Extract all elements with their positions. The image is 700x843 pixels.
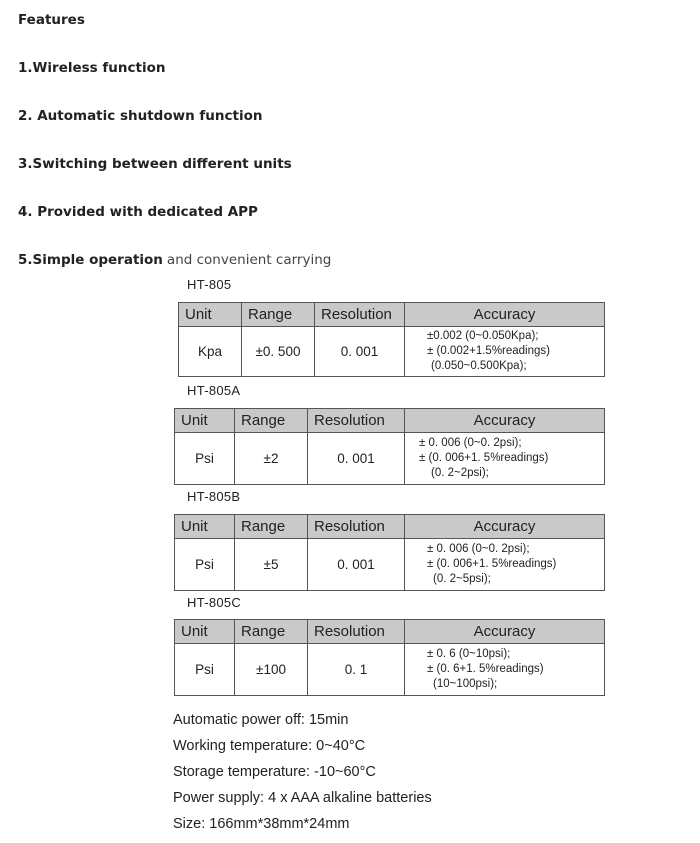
model-label: HT-805A — [187, 383, 241, 398]
feature-item-dedicated-app: 4. Provided with dedicated APP — [18, 204, 258, 220]
cell-resolution: 0. 1 — [308, 644, 405, 696]
cell-accuracy — [405, 433, 605, 485]
accuracy-line: ± 0. 006 (0~0. 2psi); — [427, 543, 530, 555]
accuracy-line: ± (0. 6+1. 5%readings) — [427, 663, 544, 675]
header-resolution: Resolution — [308, 409, 405, 433]
table-header-row — [175, 620, 605, 644]
header-unit: Unit — [175, 409, 235, 433]
feature-item-tail-cropped: and convenient carrying — [166, 252, 332, 268]
header-resolution: Resolution — [308, 620, 405, 644]
table-row — [175, 539, 605, 591]
header-accuracy: Accuracy — [405, 303, 605, 327]
header-unit: Unit — [179, 303, 242, 327]
accuracy-line: ± (0. 006+1. 5%readings) — [427, 558, 557, 570]
cell-range: ±5 — [235, 539, 308, 591]
table-header-row — [175, 515, 605, 539]
model-label: HT-805 — [187, 277, 232, 292]
cell-unit: Kpa — [179, 327, 242, 377]
header-range: Range — [235, 620, 308, 644]
table-row — [179, 327, 605, 377]
note-auto-power-off: Automatic power off: 15min — [173, 712, 349, 728]
cell-range: ±2 — [235, 433, 308, 485]
accuracy-line: (0.050~0.500Kpa); — [431, 360, 527, 372]
note-power-supply: Power supply: 4 x AAA alkaline batteries — [173, 790, 432, 806]
feature-item-wireless: 1.Wireless function — [18, 60, 166, 76]
model-label: HT-805B — [187, 489, 241, 504]
accuracy-line: (10~100psi); — [433, 678, 498, 690]
header-accuracy: Accuracy — [405, 515, 605, 539]
header-accuracy: Accuracy — [405, 620, 605, 644]
header-resolution: Resolution — [315, 303, 405, 327]
cell-resolution: 0. 001 — [315, 327, 405, 377]
feature-item-label: 5.Simple operation — [18, 252, 163, 268]
note-storage-temperature: Storage temperature: -10~60°C — [173, 764, 376, 780]
accuracy-line: ± (0.002+1.5%readings) — [427, 345, 550, 357]
feature-item-auto-shutdown: 2. Automatic shutdown function — [18, 108, 263, 124]
cell-unit: Psi — [175, 539, 235, 591]
accuracy-line: ± 0. 006 (0~0. 2psi); — [419, 437, 522, 449]
spec-table — [174, 408, 605, 485]
header-range: Range — [235, 409, 308, 433]
table-row — [175, 644, 605, 696]
cell-resolution: 0. 001 — [308, 433, 405, 485]
spec-table — [174, 514, 605, 591]
note-working-temperature: Working temperature: 0~40°C — [173, 738, 366, 754]
header-accuracy: Accuracy — [405, 409, 605, 433]
feature-item-unit-switching: 3.Switching between different units — [18, 156, 292, 172]
header-range: Range — [242, 303, 315, 327]
feature-item-simple-operation — [18, 252, 331, 268]
features-heading: Features — [18, 12, 85, 28]
accuracy-line: (0. 2~2psi); — [431, 467, 489, 479]
accuracy-line: ±0.002 (0~0.050Kpa); — [427, 330, 539, 342]
model-label: HT-805C — [187, 595, 242, 610]
header-range: Range — [235, 515, 308, 539]
cell-accuracy — [405, 539, 605, 591]
header-unit: Unit — [175, 620, 235, 644]
spec-table — [178, 302, 605, 377]
cell-accuracy — [405, 644, 605, 696]
header-unit: Unit — [175, 515, 235, 539]
table-row — [175, 433, 605, 485]
accuracy-line: ± 0. 6 (0~10psi); — [427, 648, 511, 660]
header-resolution: Resolution — [308, 515, 405, 539]
accuracy-line: ± (0. 006+1. 5%readings) — [419, 452, 549, 464]
cell-range: ±100 — [235, 644, 308, 696]
spec-table — [174, 619, 605, 696]
cell-unit: Psi — [175, 433, 235, 485]
cell-range: ±0. 500 — [242, 327, 315, 377]
note-size: Size: 166mm*38mm*24mm — [173, 816, 350, 832]
table-header-row — [179, 303, 605, 327]
cell-unit: Psi — [175, 644, 235, 696]
cell-accuracy — [405, 327, 605, 377]
table-header-row — [175, 409, 605, 433]
cell-resolution: 0. 001 — [308, 539, 405, 591]
accuracy-line: (0. 2~5psi); — [433, 573, 491, 585]
